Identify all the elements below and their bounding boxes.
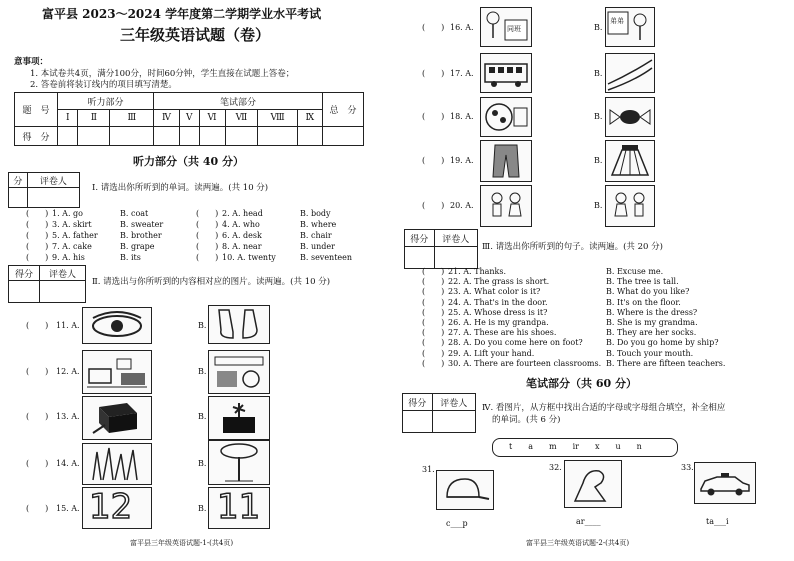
picture-arm[interactable] — [564, 460, 622, 508]
question-option-b: B. The tree is tall. — [606, 277, 679, 287]
question-option-a: 2. A. head — [222, 209, 263, 218]
picture-feet[interactable] — [208, 305, 270, 344]
section-4-line-2: 的单词。(共 6 分) — [492, 415, 561, 425]
question-number: 14. A. — [56, 459, 80, 468]
question-option-b: B. sweater — [120, 220, 164, 229]
question-number: 20. A. — [450, 201, 474, 210]
table-numeral: Ⅴ — [180, 110, 199, 127]
picture-living-room[interactable] — [82, 350, 152, 394]
question-option-b: B. What do you like? — [606, 287, 690, 297]
question-number: 18. A. — [450, 112, 474, 121]
option-b-label: B. — [198, 367, 207, 376]
table-score-cell[interactable] — [297, 127, 322, 146]
question-option-b: B. Do you go home by ship? — [606, 338, 719, 348]
section-4-line-1: Ⅳ. 看图片，从方框中找出合适的字母或字母组合填空，补全相应 — [482, 403, 726, 413]
answer-bracket[interactable]: ( ) — [422, 69, 445, 78]
picture-eye[interactable] — [82, 307, 152, 344]
question-option-a: 30. A. There are fourteen classrooms. — [448, 358, 602, 368]
table-numeral: Ⅶ — [225, 110, 258, 127]
picture-grass[interactable] — [82, 443, 152, 485]
option-b-label: B. — [594, 112, 603, 121]
picture-pizza[interactable] — [480, 97, 532, 137]
answer-bracket[interactable]: ( ) — [26, 367, 49, 376]
table-row-label: 题 号 — [15, 93, 58, 127]
table-score-label: 得 分 — [15, 127, 58, 146]
picture-road[interactable] — [605, 53, 655, 93]
answer-bracket[interactable]: ( ) — [26, 412, 49, 421]
question-option-a: 8. A. near — [222, 242, 262, 251]
question-number: 15. A. — [56, 504, 80, 513]
option-b-label: B. — [198, 412, 207, 421]
answer-bracket[interactable]: ( ) — [26, 321, 49, 330]
picture-skirt[interactable] — [605, 140, 655, 182]
table-score-cell[interactable] — [225, 127, 258, 146]
question-option-a: 5. A. father — [52, 231, 98, 240]
question-option-a: 24. A. That's in the door. — [448, 297, 548, 307]
question-option-a: 9. A. his — [52, 253, 85, 262]
table-numeral: Ⅵ — [199, 110, 225, 127]
picture-bathroom[interactable] — [208, 350, 270, 394]
picture-candy[interactable] — [605, 97, 655, 137]
question-option-a: 27. A. These are his shoes. — [448, 328, 557, 338]
picture-box[interactable] — [82, 396, 152, 440]
table-numeral: Ⅳ — [154, 110, 180, 127]
table-listening-header: 听力部分 — [58, 93, 154, 110]
picture-boy-sign-b[interactable]: 弟弟 — [605, 7, 655, 47]
answer-bracket[interactable]: ( ) — [26, 253, 49, 262]
table-numeral: Ⅷ — [258, 110, 297, 127]
question-option-a: 28. A. Do you come here on foot? — [448, 338, 583, 348]
question-number: 16. A. — [450, 23, 474, 32]
option-b-label: B. — [594, 23, 603, 32]
option-b-label: B. — [198, 321, 207, 330]
answer-bracket[interactable]: ( ) — [422, 156, 445, 165]
section-3-title: Ⅲ. 请选出你所听到的句子。读两遍。(共 20 分) — [482, 242, 663, 252]
answer-32[interactable]: ar____ — [576, 517, 601, 526]
table-score-cell[interactable] — [258, 127, 297, 146]
question-option-b: B. Excuse me. — [606, 267, 664, 276]
answer-bracket[interactable]: ( ) — [196, 242, 219, 251]
question-option-b: B. Where is the dress? — [606, 307, 698, 317]
notice-line-1: 1. 本试卷共4页，满分100分，时间60分钟，学生直接在试题上答卷； — [30, 69, 295, 79]
table-score-cell[interactable] — [323, 127, 364, 146]
picture-box-plant[interactable] — [208, 396, 270, 440]
question-option-a: 21. A. Thanks. — [448, 267, 507, 276]
question-option-b: B. body — [300, 209, 331, 218]
picture-brother-sister[interactable] — [480, 185, 532, 227]
question-option-b: B. She is my grandma. — [606, 318, 698, 327]
question-option-b: B. coat — [120, 209, 149, 218]
question-option-a: 25. A. Whose dress is it? — [448, 307, 548, 317]
answer-bracket[interactable]: ( ) — [422, 358, 445, 368]
table-score-cell[interactable] — [58, 127, 78, 146]
section-1-title: Ⅰ. 请选出你所听到的单词。读两遍。(共 10 分) — [92, 183, 269, 193]
answer-bracket[interactable]: ( ) — [196, 253, 219, 262]
answer-bracket[interactable]: ( ) — [422, 328, 445, 338]
answer-bracket[interactable]: ( ) — [196, 220, 219, 229]
question-option-a: 26. A. He is my grandpa. — [448, 318, 549, 327]
question-option-b: B. seventeen — [300, 253, 353, 262]
answer-bracket[interactable]: ( ) — [422, 338, 445, 348]
picture-number-11[interactable]: 11 — [208, 487, 270, 529]
question-option-a: 6. A. desk — [222, 231, 262, 240]
section-2-title: Ⅱ. 请选出与你所听到的内容相对应的图片。读两遍。(共 10 分) — [92, 277, 331, 287]
answer-bracket[interactable]: ( ) — [196, 231, 219, 240]
table-numeral: Ⅱ — [78, 110, 110, 127]
exam-subtitle: 三年级英语试题（卷） — [120, 26, 271, 44]
picture-boy-sign-a[interactable]: 同班 — [480, 7, 532, 47]
question-option-b: B. brother — [120, 231, 162, 240]
question-option-a: 4. A. who — [222, 220, 260, 229]
answer-bracket[interactable]: ( ) — [422, 23, 445, 32]
picture-bus[interactable] — [480, 53, 532, 93]
question-number: 12. A. — [56, 367, 80, 376]
table-score-cell[interactable] — [199, 127, 225, 146]
question-option-b: B. chair — [300, 231, 332, 240]
question-number: 19. A. — [450, 156, 474, 165]
answer-bracket[interactable]: ( ) — [422, 112, 445, 121]
table-written-header: 笔试部分 — [154, 93, 323, 110]
picture-kids[interactable] — [605, 185, 655, 227]
table-score-cell[interactable] — [78, 127, 110, 146]
question-number: 11. A. — [56, 321, 80, 330]
written-heading: 笔试部分（共 60 分） — [526, 377, 637, 390]
letter-bank: t a m ir x u n — [492, 438, 678, 457]
answer-bracket[interactable]: ( ) — [26, 231, 49, 240]
answer-bracket[interactable]: ( ) — [422, 297, 445, 307]
answer-bracket[interactable]: ( ) — [422, 307, 445, 317]
option-b-label: B. — [594, 201, 603, 210]
notice-line-2: 2. 答卷前将装订线内的项目填写清楚。 — [30, 80, 177, 90]
right-page — [400, 0, 794, 561]
question-option-b: B. They are her socks. — [606, 328, 697, 338]
question-option-a: 23. A. What color is it? — [448, 287, 541, 297]
answer-bracket[interactable]: ( ) — [422, 277, 445, 287]
question-option-b: B. its — [120, 253, 141, 262]
table-numeral: Ⅰ — [58, 110, 78, 127]
grader-box: 得分 评卷人 — [402, 393, 476, 433]
option-b-label: B. — [198, 459, 207, 468]
answer-bracket[interactable]: ( ) — [422, 201, 445, 210]
question-option-b: B. Touch your mouth. — [606, 348, 694, 358]
left-page — [0, 0, 395, 561]
answer-bracket[interactable]: ( ) — [422, 318, 445, 327]
grader-box: 得分 评卷人 — [404, 229, 478, 269]
question-option-b: B. where — [300, 220, 337, 229]
grader-box: 得分 评卷人 — [8, 265, 86, 303]
question-option-a: 1. A. go — [52, 209, 83, 218]
page-footer: 富平县三年级英语试题-1-(共4页) — [130, 539, 234, 547]
answer-bracket[interactable]: ( ) — [26, 220, 49, 229]
question-number: 17. A. — [450, 69, 474, 78]
question-33-number: 33. — [681, 463, 694, 472]
picture-cap[interactable] — [436, 470, 494, 510]
table-score-cell[interactable] — [110, 127, 154, 146]
picture-taxi[interactable] — [694, 462, 756, 504]
question-number: 13. A. — [56, 412, 80, 421]
question-31-number: 31. — [422, 465, 435, 474]
listening-heading: 听力部分（共 40 分） — [133, 155, 244, 168]
picture-tree[interactable] — [208, 440, 270, 485]
table-numeral: Ⅲ — [110, 110, 154, 127]
answer-bracket[interactable]: ( ) — [422, 287, 445, 297]
question-option-b: B. under — [300, 242, 335, 251]
notice-title: 意事项： — [14, 57, 49, 67]
option-b-label: B. — [594, 156, 603, 165]
page-footer: 富平县三年级英语试题-2-(共4页) — [526, 539, 630, 547]
exam-title: 富平县 2023～2024 学年度第二学期学业水平考试 — [42, 7, 322, 21]
question-option-a: 22. A. The grass is short. — [448, 277, 550, 287]
question-option-a: 29. A. Lift your hand. — [448, 348, 535, 358]
answer-bracket[interactable]: ( ) — [422, 348, 445, 358]
table-total-header: 总 分 — [323, 93, 364, 127]
answer-bracket[interactable]: ( ) — [196, 209, 219, 218]
picture-number-12[interactable]: 12 — [82, 487, 152, 529]
question-option-b: B. grape — [120, 242, 155, 251]
option-b-label: B. — [198, 504, 207, 513]
grader-box: 分 评卷人 — [8, 172, 80, 208]
table-numeral: Ⅸ — [297, 110, 322, 127]
answer-33[interactable]: ta___i — [706, 517, 729, 526]
question-option-a: 10. A. twenty — [222, 253, 276, 262]
score-table — [14, 92, 364, 146]
answer-bracket[interactable]: ( ) — [26, 242, 49, 251]
question-option-b: B. It's on the floor. — [606, 297, 681, 307]
question-option-b: B. There are fifteen teachers. — [606, 358, 726, 368]
table-score-cell[interactable] — [154, 127, 180, 146]
option-b-label: B. — [594, 69, 603, 78]
answer-bracket[interactable]: ( ) — [26, 504, 49, 513]
answer-31[interactable]: c___p — [446, 519, 468, 528]
answer-bracket[interactable]: ( ) — [26, 209, 49, 218]
table-score-cell[interactable] — [180, 127, 199, 146]
question-32-number: 32. — [549, 463, 562, 472]
picture-pants[interactable] — [480, 140, 532, 182]
answer-bracket[interactable]: ( ) — [26, 459, 49, 468]
answer-bracket[interactable]: ( ) — [422, 267, 445, 276]
question-option-a: 7. A. cake — [52, 242, 92, 251]
question-option-a: 3. A. skirt — [52, 220, 92, 229]
